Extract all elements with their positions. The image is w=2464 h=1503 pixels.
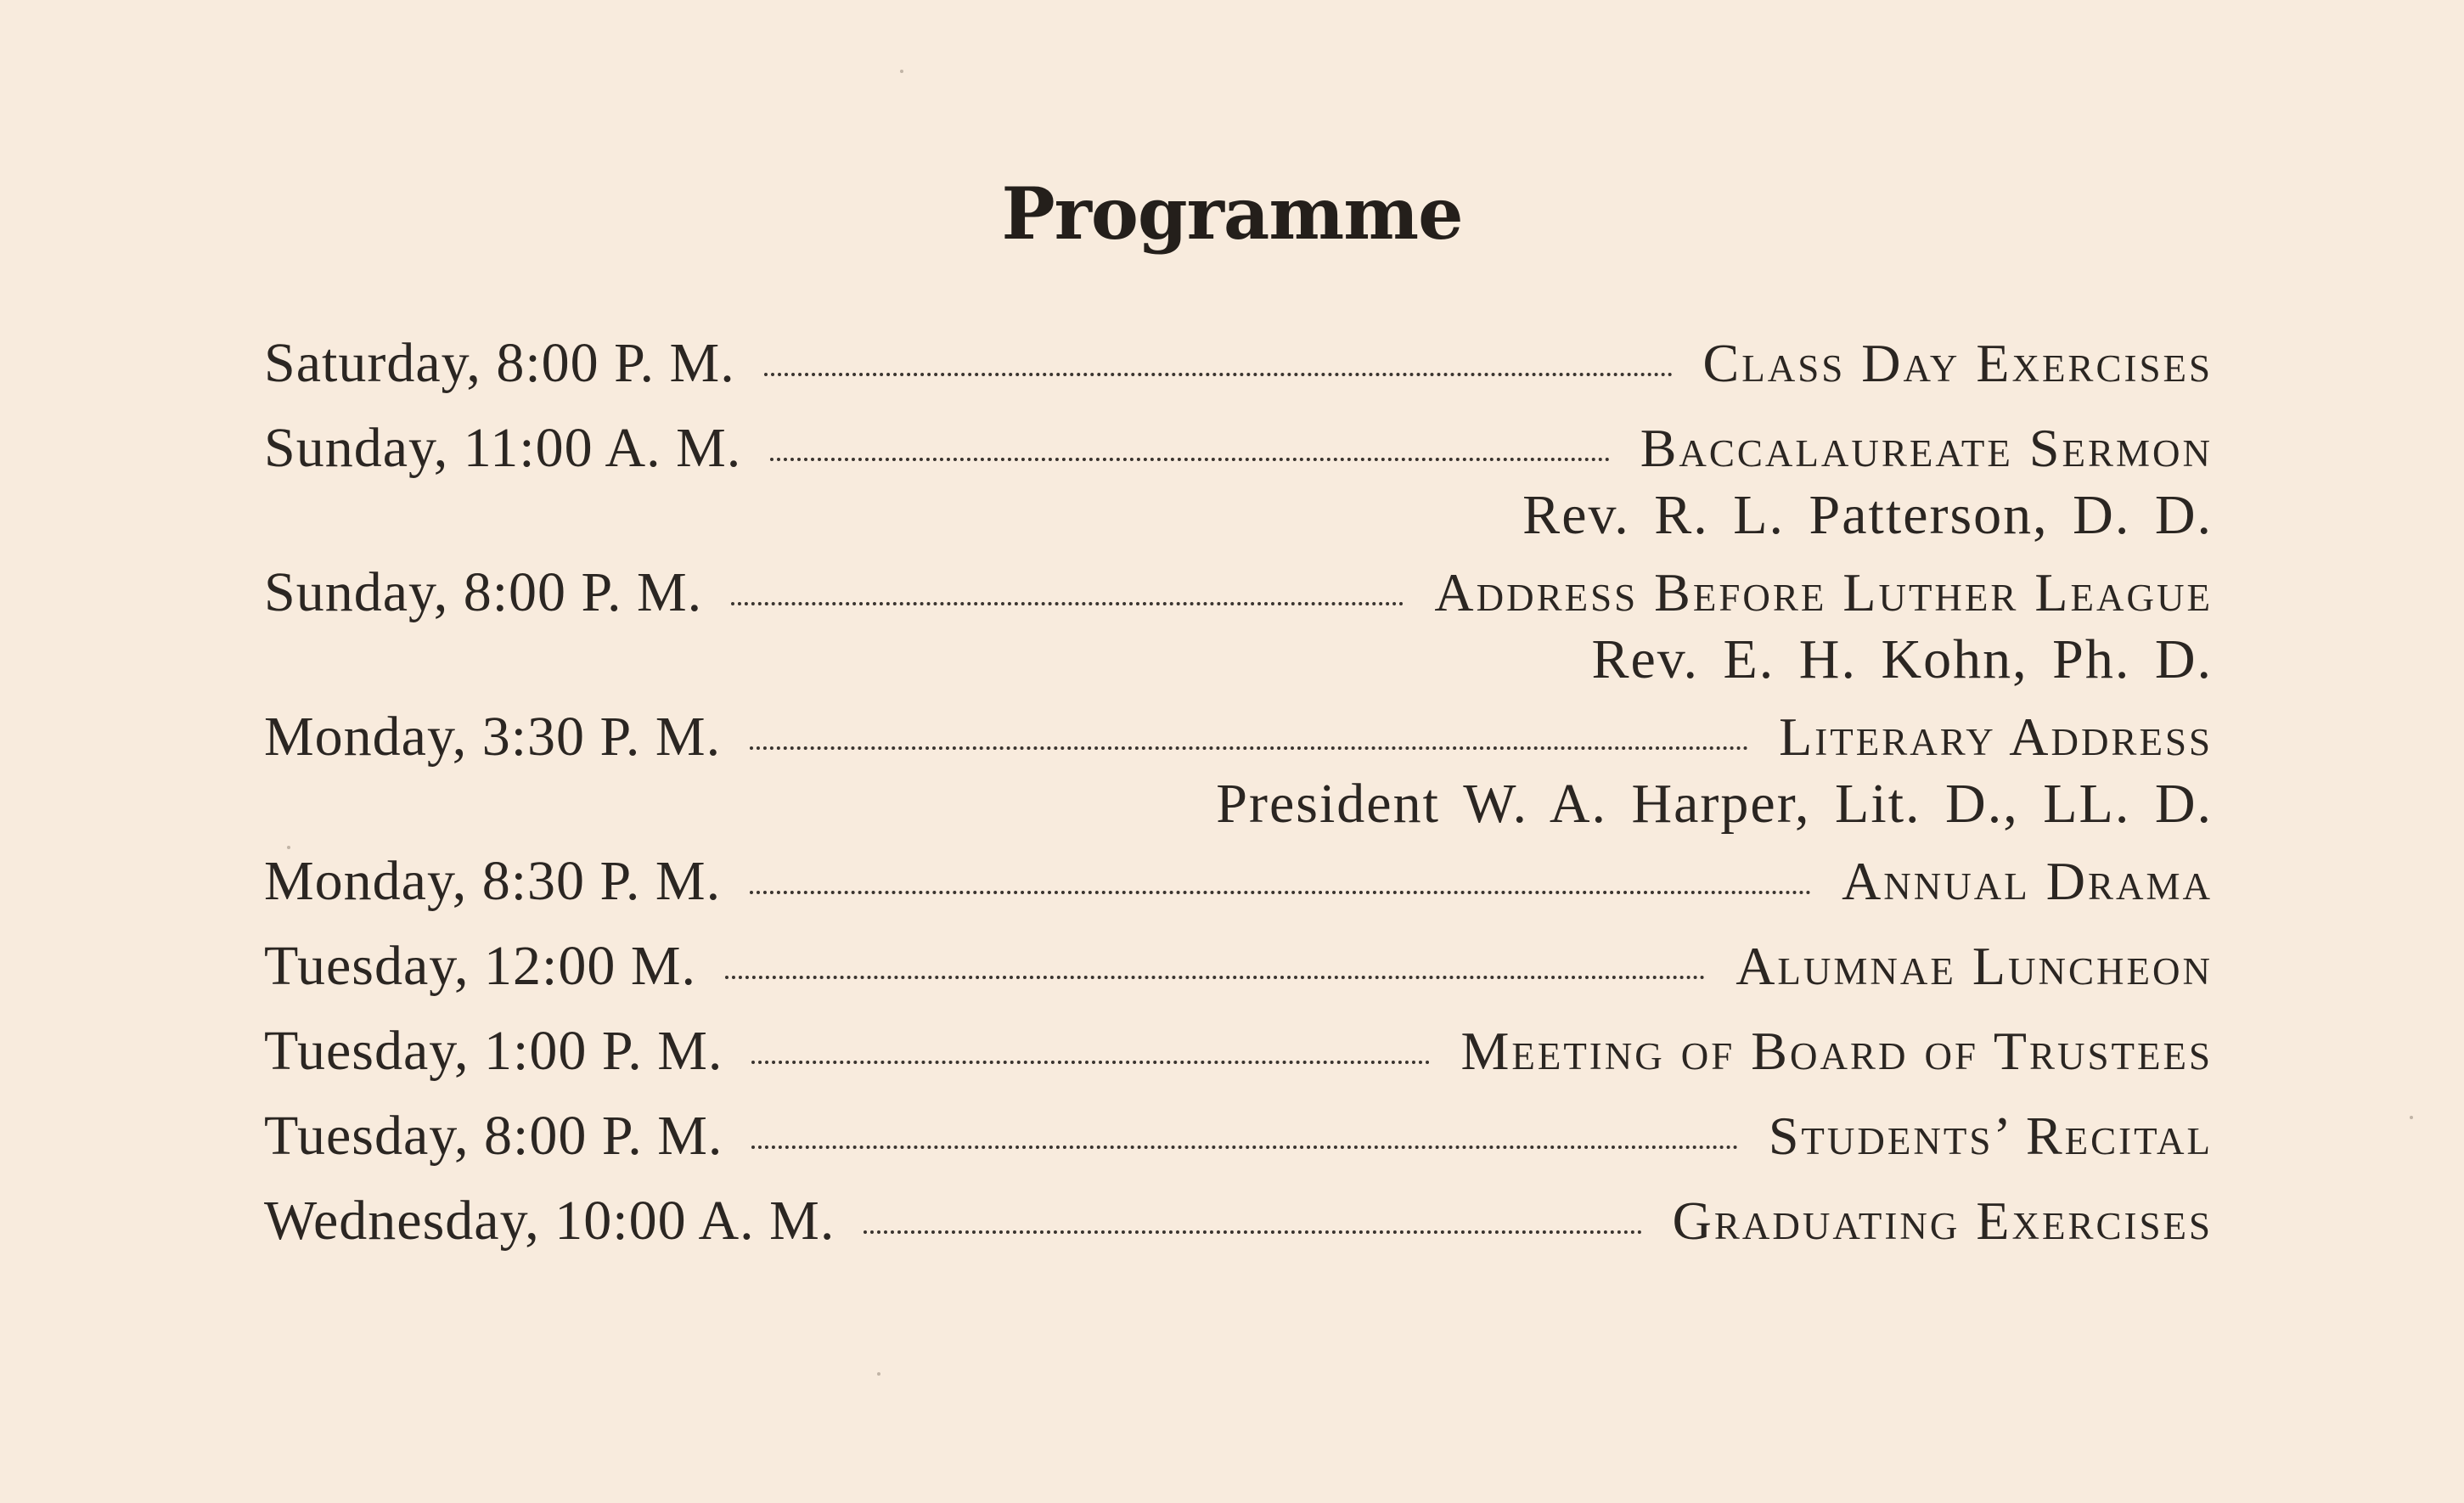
dot-leader — [864, 1230, 1641, 1234]
paper-speck — [287, 846, 290, 849]
entry-time: Sunday, 8:00 P. M. — [264, 561, 703, 623]
entry-event: Literary Address — [1779, 706, 2213, 767]
dot-leader — [750, 746, 1748, 750]
programme-entry — [264, 1009, 2213, 1094]
entry-event: Baccalaureate Sermon — [1640, 418, 2213, 478]
entry-speaker: President W. A. Harper, Lit. D., LL. D. — [1216, 773, 2213, 835]
programme-entry — [264, 1094, 2213, 1179]
entry-time: Monday, 8:30 P. M. — [264, 850, 722, 912]
dot-leader — [731, 602, 1404, 605]
dot-leader — [764, 373, 1673, 376]
entry-speaker: Rev. E. H. Kohn, Ph. D. — [1591, 628, 2213, 690]
programme-entry — [264, 924, 2213, 1009]
programme-entry — [264, 550, 2213, 635]
dot-leader — [770, 458, 1609, 461]
entry-time: Wednesday, 10:00 A. M. — [264, 1190, 835, 1252]
entry-time: Tuesday, 8:00 P. M. — [264, 1105, 723, 1167]
entry-time: Sunday, 11:00 A. M. — [264, 417, 742, 479]
programme-entry — [264, 406, 2213, 491]
entry-time: Tuesday, 1:00 P. M. — [264, 1020, 723, 1082]
entry-event: Alumnae Luncheon — [1735, 936, 2213, 996]
paper-speck — [877, 1372, 880, 1376]
entry-event: Address Before Luther League — [1434, 562, 2213, 622]
programme-entry — [264, 839, 2213, 924]
entry-time: Saturday, 8:00 P. M. — [264, 332, 735, 394]
dot-leader — [750, 891, 1811, 894]
entry-event: Annual Drama — [1842, 851, 2213, 911]
programme-entry — [264, 321, 2213, 406]
programme-entry — [264, 695, 2213, 780]
programme-entry — [264, 1179, 2213, 1264]
entry-event: Class Day Exercises — [1702, 333, 2213, 393]
entry-event: Meeting of Board of Trustees — [1460, 1021, 2213, 1081]
dot-leader — [751, 1146, 1737, 1149]
entry-time: Tuesday, 12:00 M. — [264, 935, 697, 997]
programme-title: Programme — [1001, 172, 1463, 256]
entry-event: Students’ Recital — [1768, 1106, 2213, 1166]
paper-speck — [900, 70, 903, 73]
programme-list — [264, 321, 2213, 1264]
dot-leader — [751, 1061, 1430, 1064]
entry-speaker: Rev. R. L. Patterson, D. D. — [1522, 484, 2213, 546]
entry-time: Monday, 3:30 P. M. — [264, 706, 722, 768]
paper-speck — [2410, 1116, 2413, 1119]
entry-event: Graduating Exercises — [1672, 1191, 2213, 1251]
dot-leader — [725, 976, 1705, 979]
